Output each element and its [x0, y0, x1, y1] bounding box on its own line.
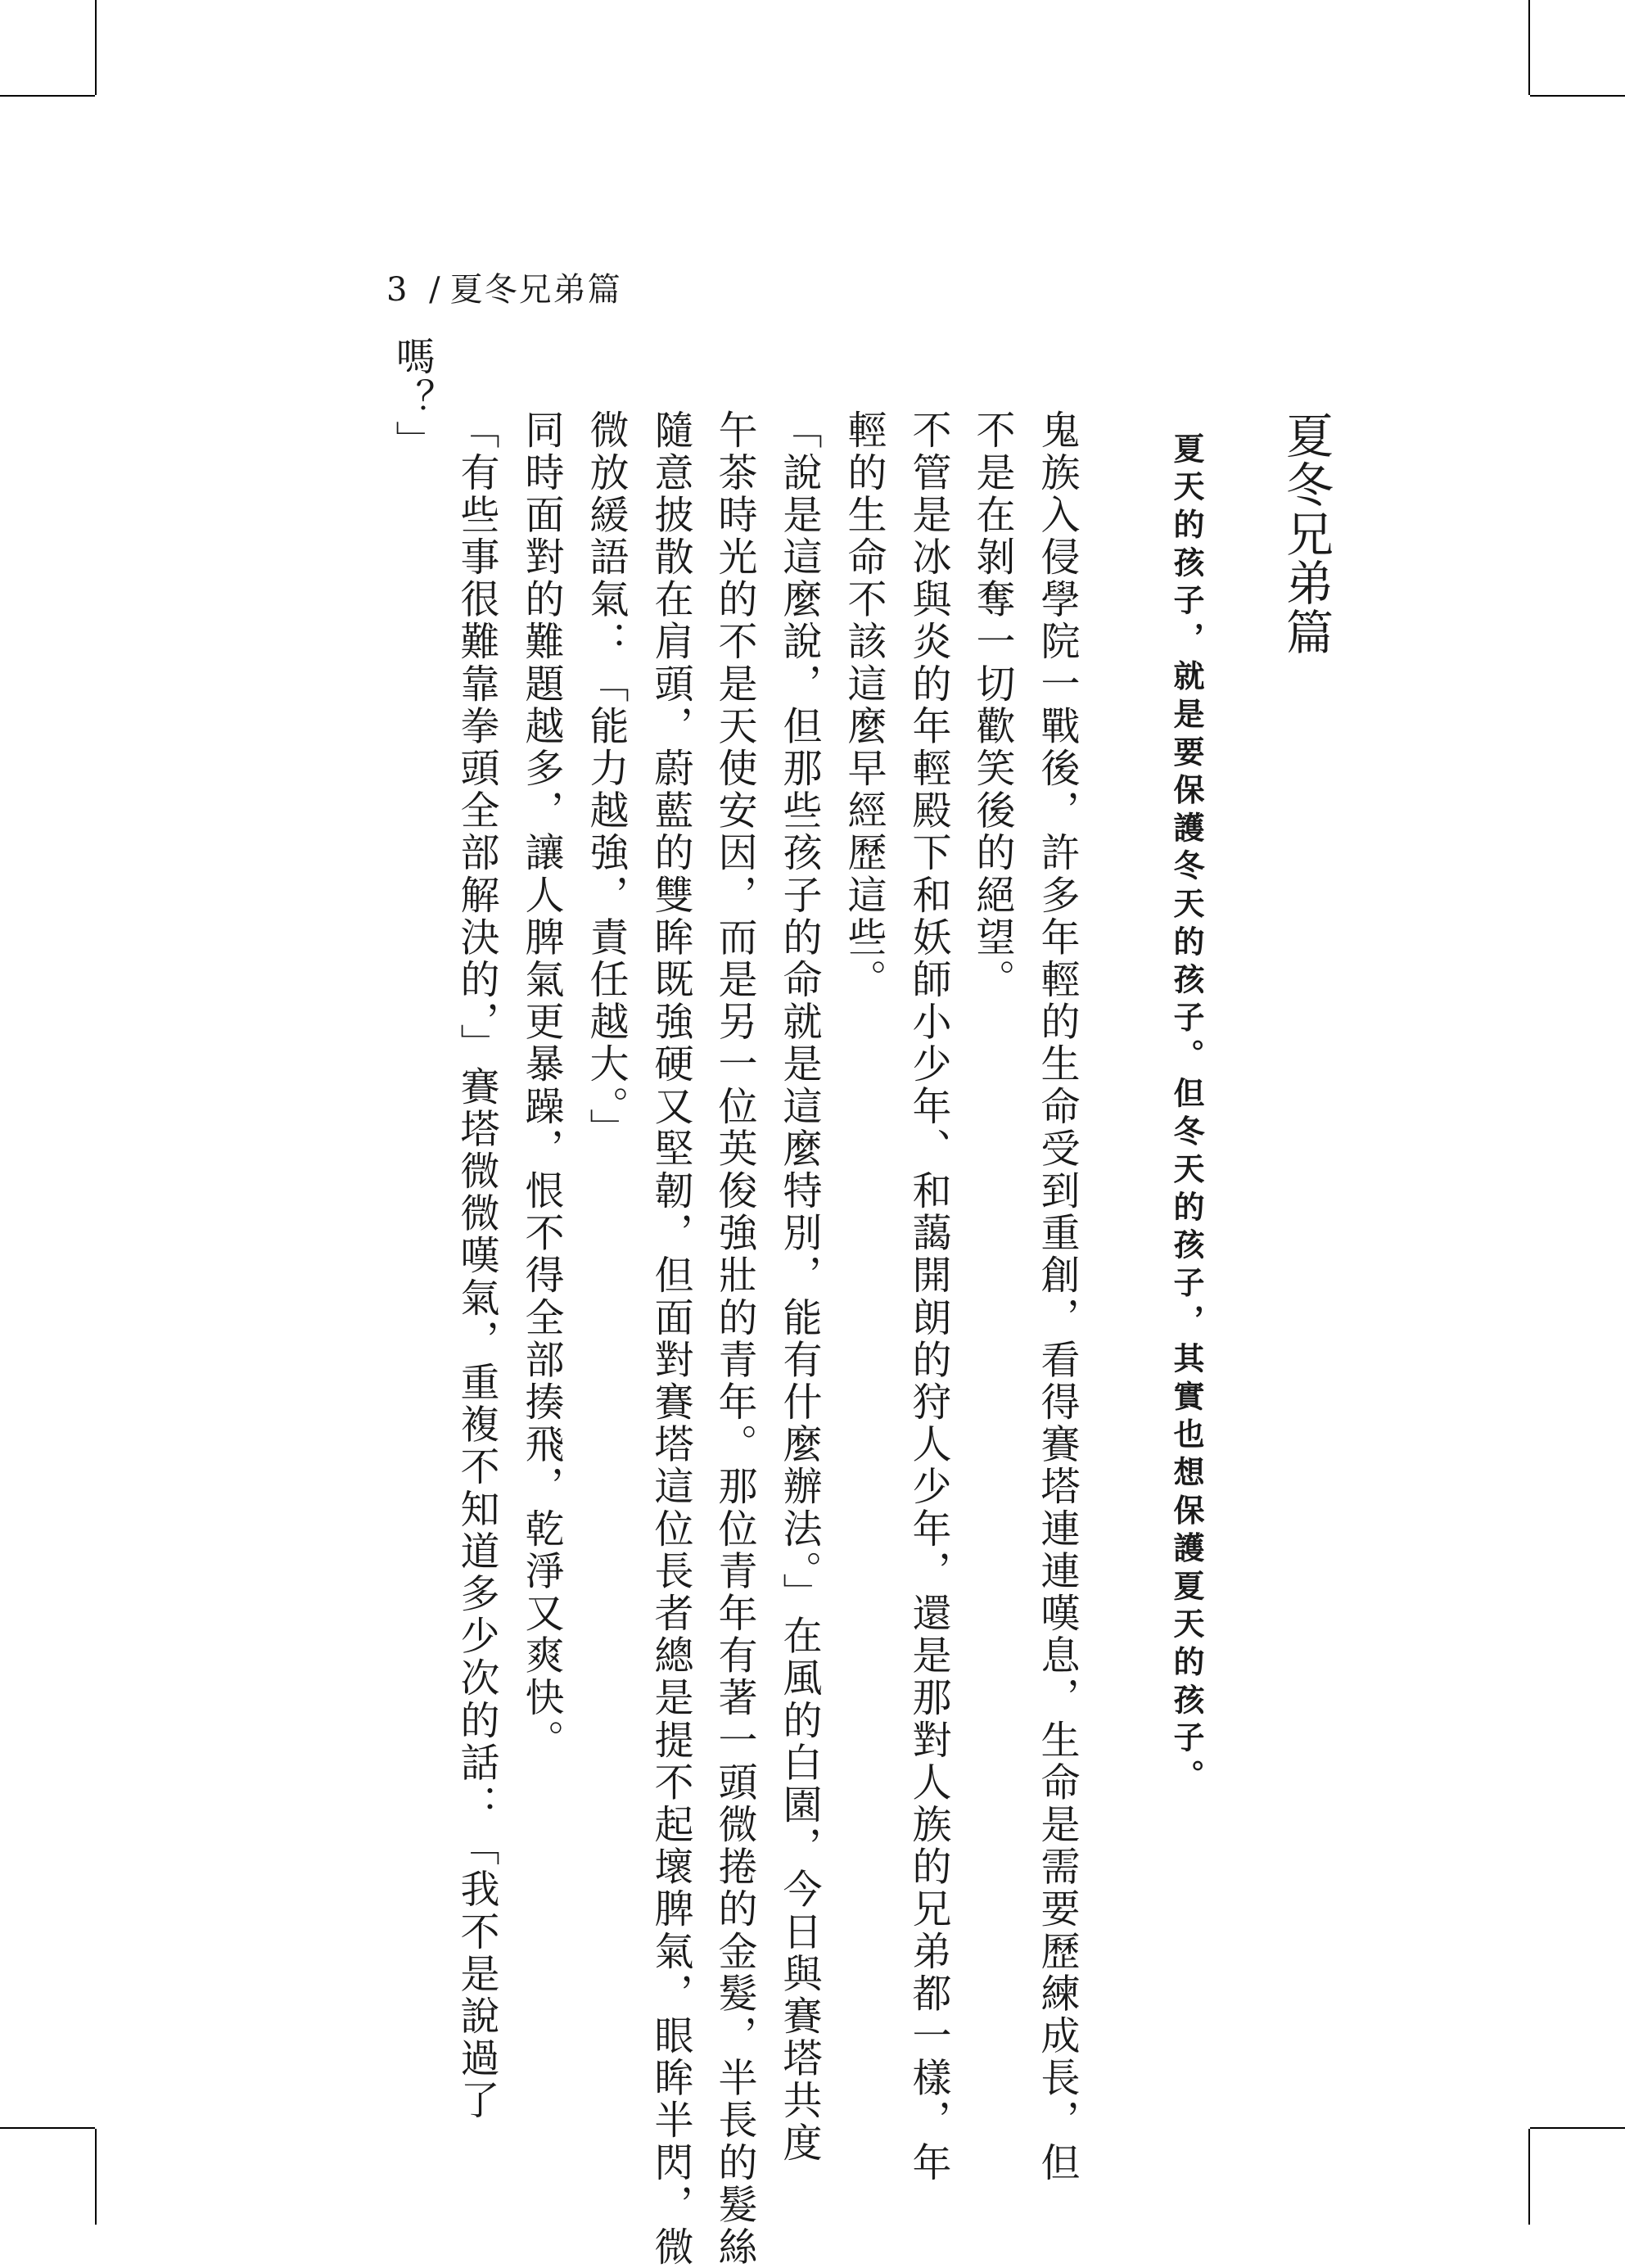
crop-mark-bottom-left-vertical [95, 2129, 97, 2225]
body-column: 不是在剝奪一切歡笑後的絕望。 [969, 409, 1015, 1001]
chapter-title: 夏冬兄弟篇 [1278, 411, 1334, 657]
crop-mark-bottom-right-horizontal [1530, 2127, 1625, 2129]
body-column: 「說是這麼說，但那些孩子的命就是這麼特別，能有什麼辦法。」在風的白園，今日與賽塔共度 [776, 409, 822, 2165]
chapter-epigraph: 夏天的孩子，就是要保護冬天的孩子。但冬天的孩子，其實也想保護夏天的孩子。 [1168, 432, 1204, 1797]
crop-mark-top-right-vertical [1528, 0, 1530, 95]
crop-mark-top-right-horizontal [1530, 95, 1625, 97]
body-column: 輕的生命不該這麼早經歷這些。 [841, 409, 887, 1001]
body-column: 鬼族入侵學院一戰後，許多年輕的生命受到重創，看得賽塔連連嘆息，生命是需要歷練成長，但 [1034, 409, 1080, 2184]
body-column: 午茶時光的不是天使安因，而是另一位英俊強壯的青年。那位青年有著一頭微捲的金髮，半長的髮絲 [711, 409, 757, 2268]
body-column: 不管是冰與炎的年輕殿下和妖師小少年、和藹開朗的狩人少年，還是那對人族的兄弟都一樣，年 [905, 409, 951, 2184]
body-column: 「有些事很難靠拳頭全部解決的，」賽塔微微嘆氣，重複不知道多少次的話：「我不是說過了 [454, 409, 499, 2122]
crop-mark-top-left-horizontal [0, 95, 95, 97]
crop-mark-bottom-right-vertical [1528, 2129, 1530, 2225]
body-column: 微放緩語氣：「能力越強，責任越大。」 [583, 409, 629, 1150]
header-section-title: 夏冬兄弟篇 [449, 271, 622, 309]
running-header [386, 264, 622, 310]
crop-mark-bottom-left-horizontal [0, 2127, 95, 2129]
body-column: 隨意披散在肩頭，蔚藍的雙眸既強硬又堅韌，但面對賽塔這位長者總是提不起壞脾氣，眼眸半閃，微 [648, 409, 693, 2268]
body-column: 嗎？」 [389, 336, 435, 463]
body-column: 同時面對的難題越多，讓人脾氣更暴躁，恨不得全部揍飛，乾淨又爽快。 [518, 409, 564, 1762]
header-separator: / [429, 271, 442, 309]
crop-mark-top-left-vertical [95, 0, 97, 95]
page-number: 3 [386, 271, 409, 309]
